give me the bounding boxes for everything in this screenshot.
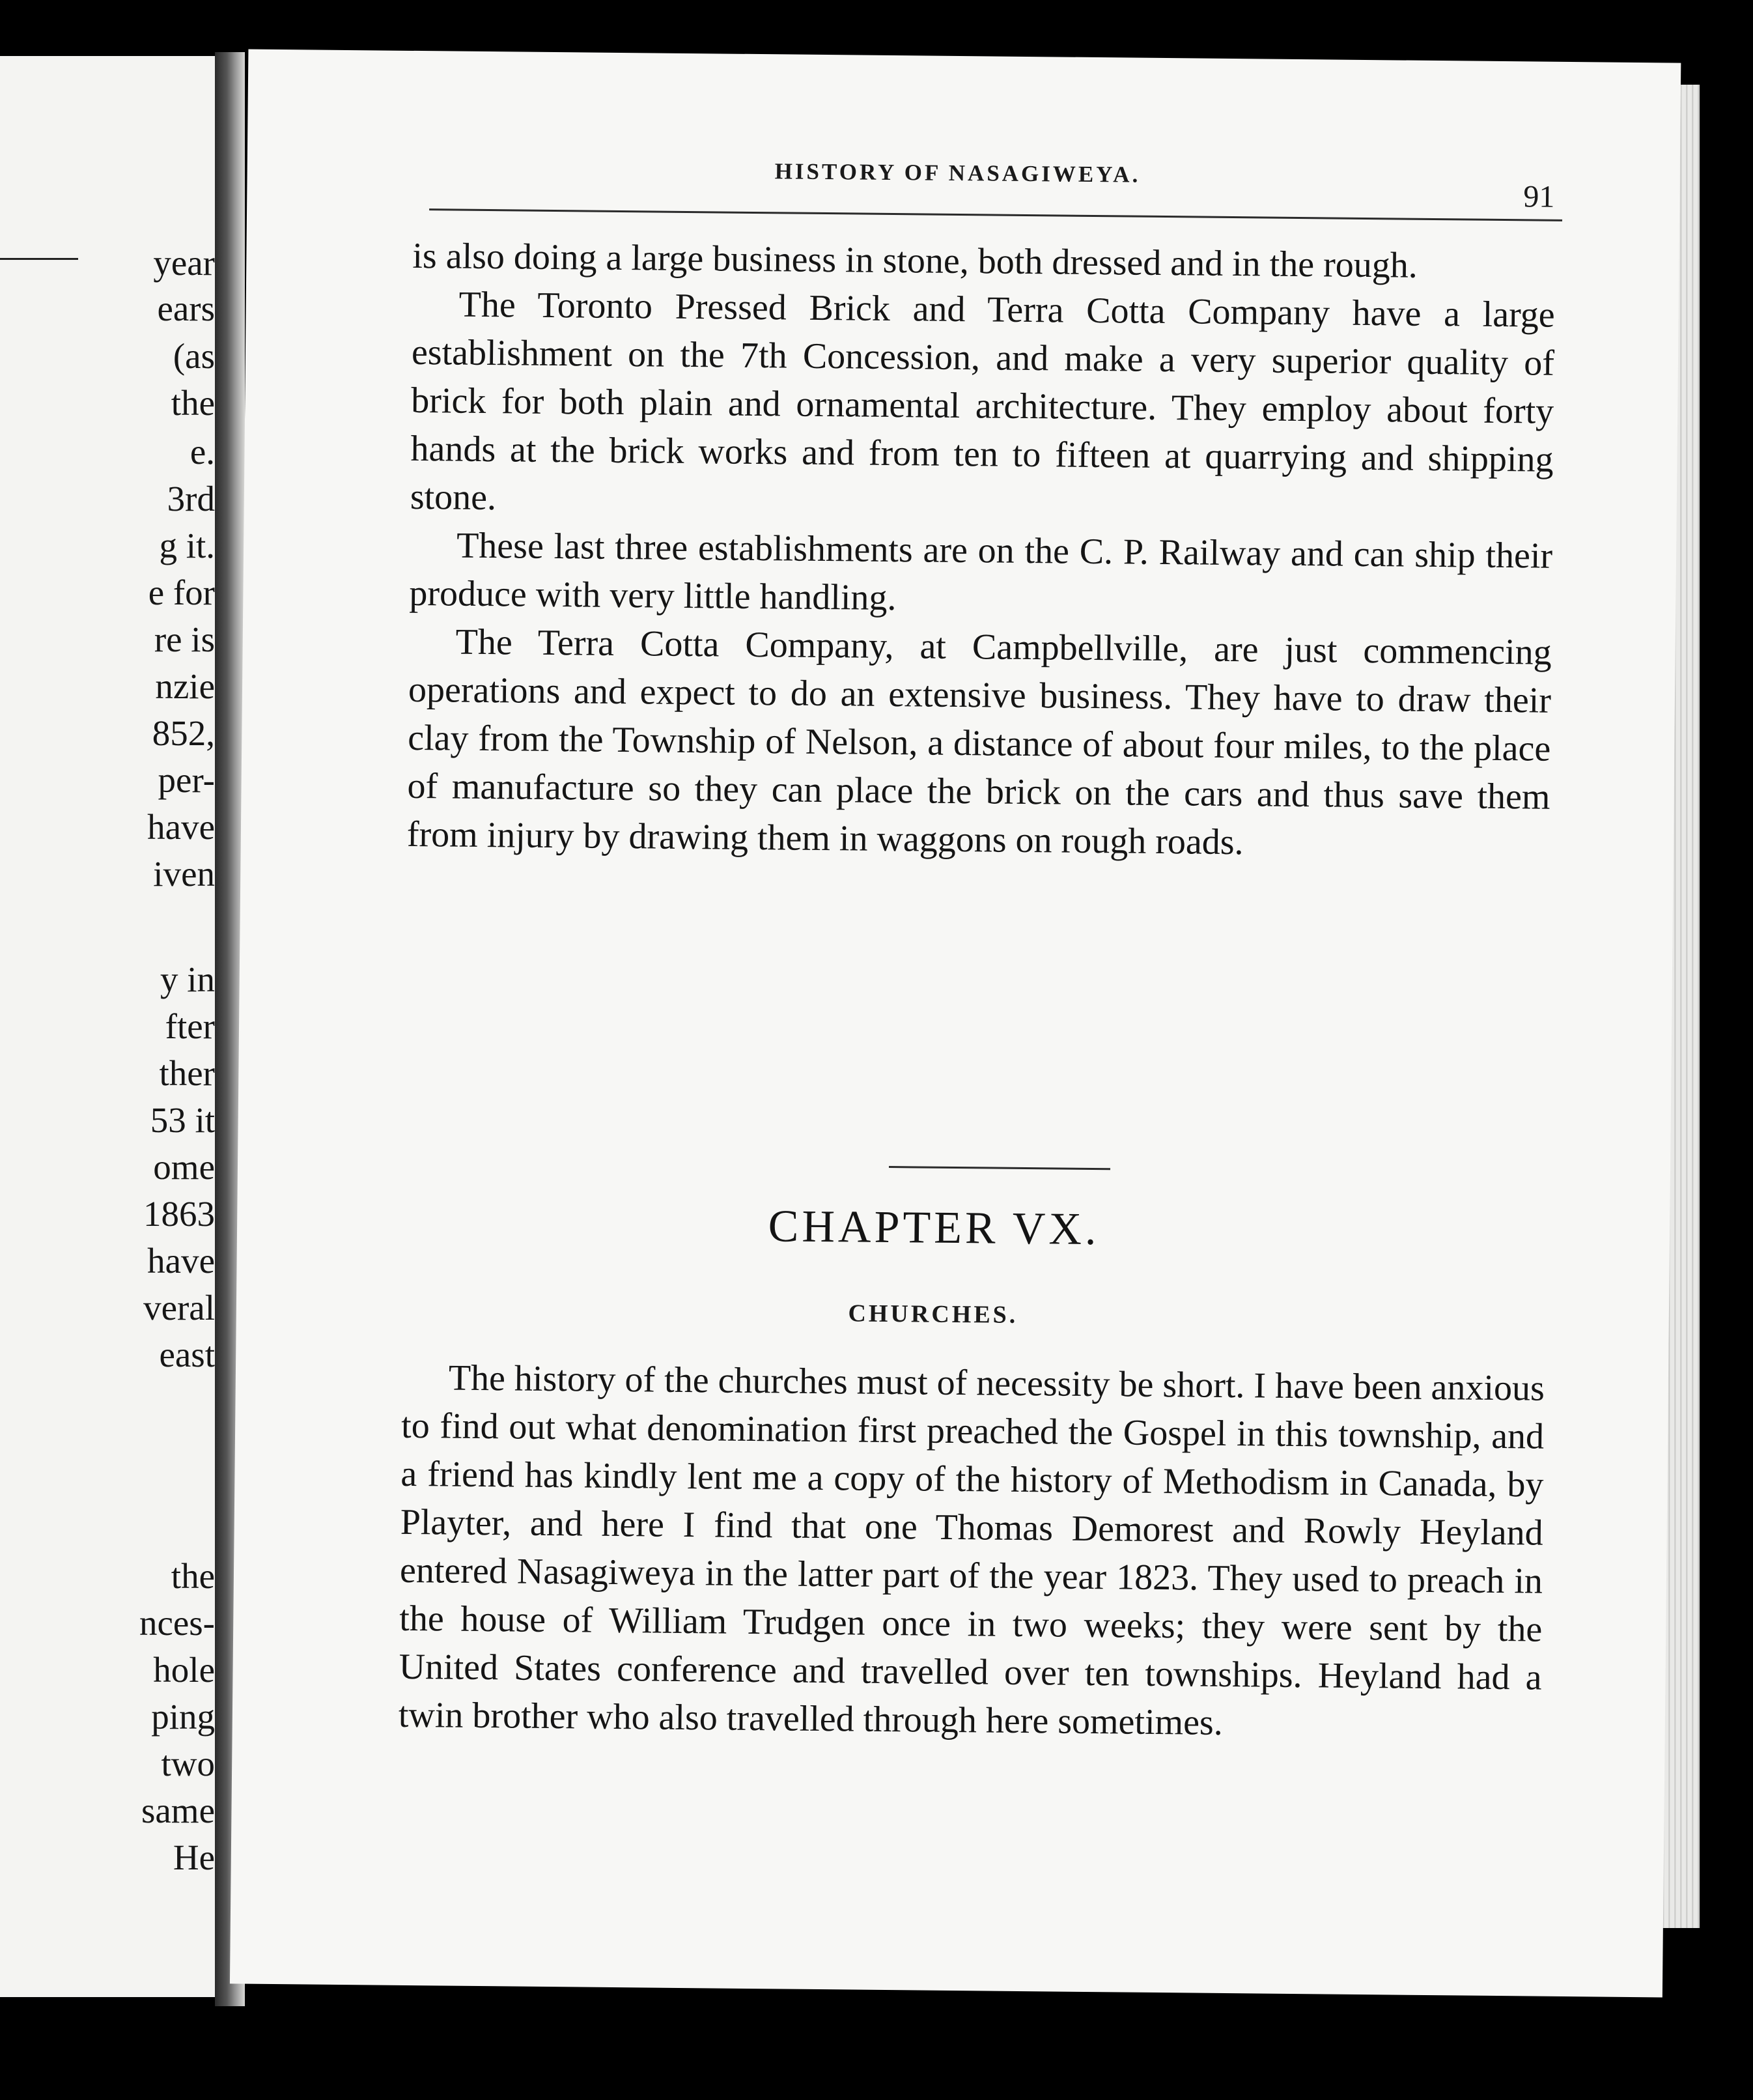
chapter-title: CHAPTER VX. <box>768 1201 1100 1255</box>
left-page-fragment: ping <box>151 1697 215 1737</box>
left-page-fragment: per- <box>158 760 215 800</box>
paragraph: The history of the churches must of necessity be short. I have been anxious to find out what denomination first preached the Gospel in this township, and a friend has kindly lent me a copy of the history of Methodism in Canada, by Playter, and here I find that one Thomas Demorest and Rowly Heyland entered Nasagiweya in the latter part of the year 1823. They used to preach in the house of William Trudgen once in two weeks; they were sent by the United States conference and travelled over ten townships. Heyland had a twin brother who also travelled through here sometimes. <box>398 1357 1545 1743</box>
paragraph: These last three establishments are on the C. P. Railway and can ship their produce with very little handling. <box>409 525 1553 619</box>
left-page-fragment: e. <box>189 432 215 472</box>
left-page-rule <box>0 258 78 260</box>
previous-page <box>0 56 221 1997</box>
left-page-fragment: nces- <box>139 1603 215 1643</box>
running-head: HISTORY OF NASAGIWEYA. <box>774 158 1141 188</box>
left-page-fragment: (as <box>173 336 215 376</box>
left-page-fragment: fter <box>165 1006 215 1046</box>
paragraph: is also doing a large business in stone, both dressed and in the rough. <box>412 235 1418 286</box>
left-page-fragment: ome <box>153 1147 215 1187</box>
left-page-fragment: nzie <box>155 666 215 706</box>
body-text-section-two <box>399 1354 1545 1750</box>
left-page-fragment: 852, <box>152 713 215 753</box>
chapter-divider-rule <box>889 1166 1110 1170</box>
left-page-fragment: two <box>161 1744 215 1783</box>
left-page-fragment: He <box>173 1838 215 1877</box>
left-page-fragment: 53 it <box>150 1100 215 1140</box>
left-page-fragment: the <box>171 1556 215 1596</box>
left-page-fragment: the <box>171 383 215 423</box>
left-page-fragment: year <box>153 243 215 283</box>
chapter-subtitle: CHURCHES. <box>848 1299 1018 1329</box>
left-page-fragment: y in <box>160 959 215 999</box>
left-page-fragment: veral <box>143 1288 215 1327</box>
left-page-fragment: iven <box>153 854 215 894</box>
left-page-fragment: e for <box>148 573 215 612</box>
left-page-fragment: g it. <box>159 526 215 565</box>
left-page-fragment: ther <box>159 1053 215 1093</box>
left-page-fragment: hole <box>153 1650 215 1690</box>
left-page-fragment: have <box>147 1241 215 1281</box>
page-number: 91 <box>1523 179 1555 214</box>
left-page-fragment: have <box>147 807 215 847</box>
paragraph: The Toronto Pressed Brick and Terra Cotta Company have a large establishment on the 7th Concession, and make a very superior quality of brick for both plain and ornamental architecture. They employ about forty hands at the brick works and from ten to fifteen at quarrying and shipping stone. <box>410 284 1555 518</box>
header-rule <box>429 208 1562 221</box>
left-page-fragment: ears <box>157 289 215 328</box>
left-page-fragment: same <box>141 1791 215 1830</box>
left-page-fragment: east <box>159 1335 215 1374</box>
book-page <box>230 49 1681 1997</box>
left-page-fragment: 1863 <box>143 1194 215 1234</box>
paragraph: The Terra Cotta Company, at Campbellville, are just commencing operations and expect to do an extensive business. They have to draw their clay from the Township of Nelson, a distance of about four miles, to the place of manufacture so they can place the brick on the cars and thus save them from injury by drawing them in waggons on rough roads. <box>406 621 1552 863</box>
left-page-fragment: 3rd <box>167 479 215 518</box>
left-page-fragment: re is <box>154 619 215 659</box>
body-text-section-one <box>407 232 1556 870</box>
